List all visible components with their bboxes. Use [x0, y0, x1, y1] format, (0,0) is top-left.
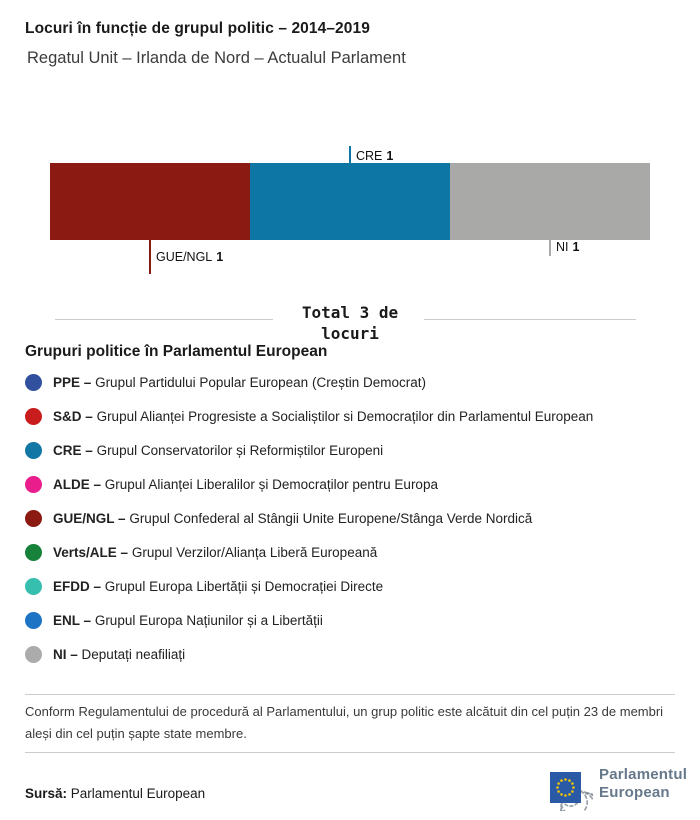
source-label: Sursă:	[25, 786, 68, 801]
page-title: Locuri în funcție de grupul politic – 2014–2019	[25, 20, 370, 37]
legend-separator: –	[70, 646, 78, 662]
bar-segment-gue-ngl	[50, 163, 250, 240]
verts-ale-dot-icon	[25, 544, 42, 561]
ni-tick-line	[549, 240, 551, 256]
ppe-dot-icon	[25, 374, 42, 391]
legend-separator: –	[85, 408, 93, 424]
eu-flag-icon	[550, 772, 581, 803]
legend-name: Grupul Europa Națiunilor și a Libertății	[94, 612, 323, 628]
total-divider-left	[55, 319, 273, 320]
legend-name: Grupul Europa Libertății și Democrației Directe	[104, 578, 384, 594]
legend-abbr: S&D	[53, 408, 82, 424]
legend-heading: Grupuri politice în Parlamentul European	[25, 343, 328, 360]
legend-name: Deputați neafiliați	[81, 646, 186, 662]
legend-separator: –	[83, 612, 92, 628]
legend-separator: –	[93, 476, 102, 492]
legend-abbr: ALDE	[53, 476, 90, 492]
legend-abbr: PPE	[53, 374, 81, 390]
logo-line1: Parlamentul	[599, 766, 688, 783]
legend-list	[25, 365, 685, 671]
sd-dot-icon	[25, 408, 42, 425]
legend-abbr: ENL	[53, 612, 80, 628]
legend-item-sd	[25, 399, 685, 433]
ni-bar-label	[556, 240, 579, 254]
hemicycle-icon	[513, 757, 593, 811]
cre-bar-label-seats: 1	[386, 149, 394, 163]
ni-bar-label-seats: 1	[572, 240, 580, 254]
legend-separator: –	[93, 578, 102, 594]
legend-item-cre	[25, 433, 685, 467]
footnote-divider	[25, 694, 675, 695]
logo-line2: European	[599, 784, 670, 801]
legend-item-efdd	[25, 569, 685, 603]
legend-name: Grupul Conservatorilor și Reformiștilor Europeni	[96, 442, 384, 458]
legend-abbr: NI	[53, 646, 67, 662]
total-divider-right	[424, 319, 636, 320]
ni-bar-label-group: NI	[556, 240, 569, 254]
cre-dot-icon	[25, 442, 42, 459]
efdd-dot-icon	[25, 578, 42, 595]
source-value: Parlamentul European	[70, 786, 206, 801]
legend-separator: –	[118, 510, 126, 526]
total-seats-label: Total 3 de locuri	[301, 303, 399, 343]
legend-item-verts-ale	[25, 535, 685, 569]
legend-name: Grupul Alianței Liberalilor și Democraților pentru Europa	[104, 476, 438, 492]
enl-dot-icon	[25, 612, 42, 629]
gue-ngl-bar-label-seats: 1	[216, 250, 224, 264]
legend-name: Grupul Alianței Progresiste a Socialiștilor si Democraților din Parlamentul European	[96, 408, 594, 424]
logo-text	[599, 766, 687, 802]
source-divider	[25, 752, 675, 753]
bar-segment-cre	[250, 163, 450, 240]
bar-segment-ni	[450, 163, 650, 240]
page-subtitle: Regatul Unit – Irlanda de Nord – Actualul Parlament	[27, 49, 406, 67]
gue-ngl-bar-label	[156, 250, 223, 264]
legend-name: Grupul Confederal al Stângii Unite Europene/Stânga Verde Nordică	[129, 510, 533, 526]
legend-separator: –	[83, 374, 92, 390]
legend-item-enl	[25, 603, 685, 637]
legend-item-gue-ngl	[25, 501, 685, 535]
gue-ngl-bar-label-group: GUE/NGL	[156, 250, 213, 264]
legend-item-ppe	[25, 365, 685, 399]
gue-ngl-dot-icon	[25, 510, 42, 527]
cre-tick-line	[349, 146, 351, 163]
cre-bar-label	[356, 149, 393, 163]
legend-name: Grupul Verzilor/Alianța Liberă Europeană	[131, 544, 378, 560]
legend-item-ni	[25, 637, 685, 671]
legend-name: Grupul Partidului Popular European (Creștin Democrat)	[95, 374, 426, 390]
legend-item-alde	[25, 467, 685, 501]
legend-abbr: EFDD	[53, 578, 90, 594]
ni-dot-icon	[25, 646, 42, 663]
alde-dot-icon	[25, 476, 42, 493]
footnote-text: Conform Regulamentului de procedură al Parlamentului, un grup politic este alcătuit din cel puțin 23 de membri aleși din cel puțin șapte state membre.	[25, 704, 664, 741]
source-line	[25, 786, 205, 801]
gue-ngl-tick-line	[149, 240, 151, 274]
legend-abbr: CRE	[53, 442, 82, 458]
seats-bar	[50, 163, 650, 240]
legend-separator: –	[85, 442, 93, 458]
ep-logo	[513, 757, 687, 811]
legend-abbr: GUE/NGL	[53, 510, 115, 526]
cre-bar-label-group: CRE	[356, 149, 383, 163]
legend-separator: –	[120, 544, 129, 560]
legend-abbr: Verts/ALE	[53, 544, 117, 560]
